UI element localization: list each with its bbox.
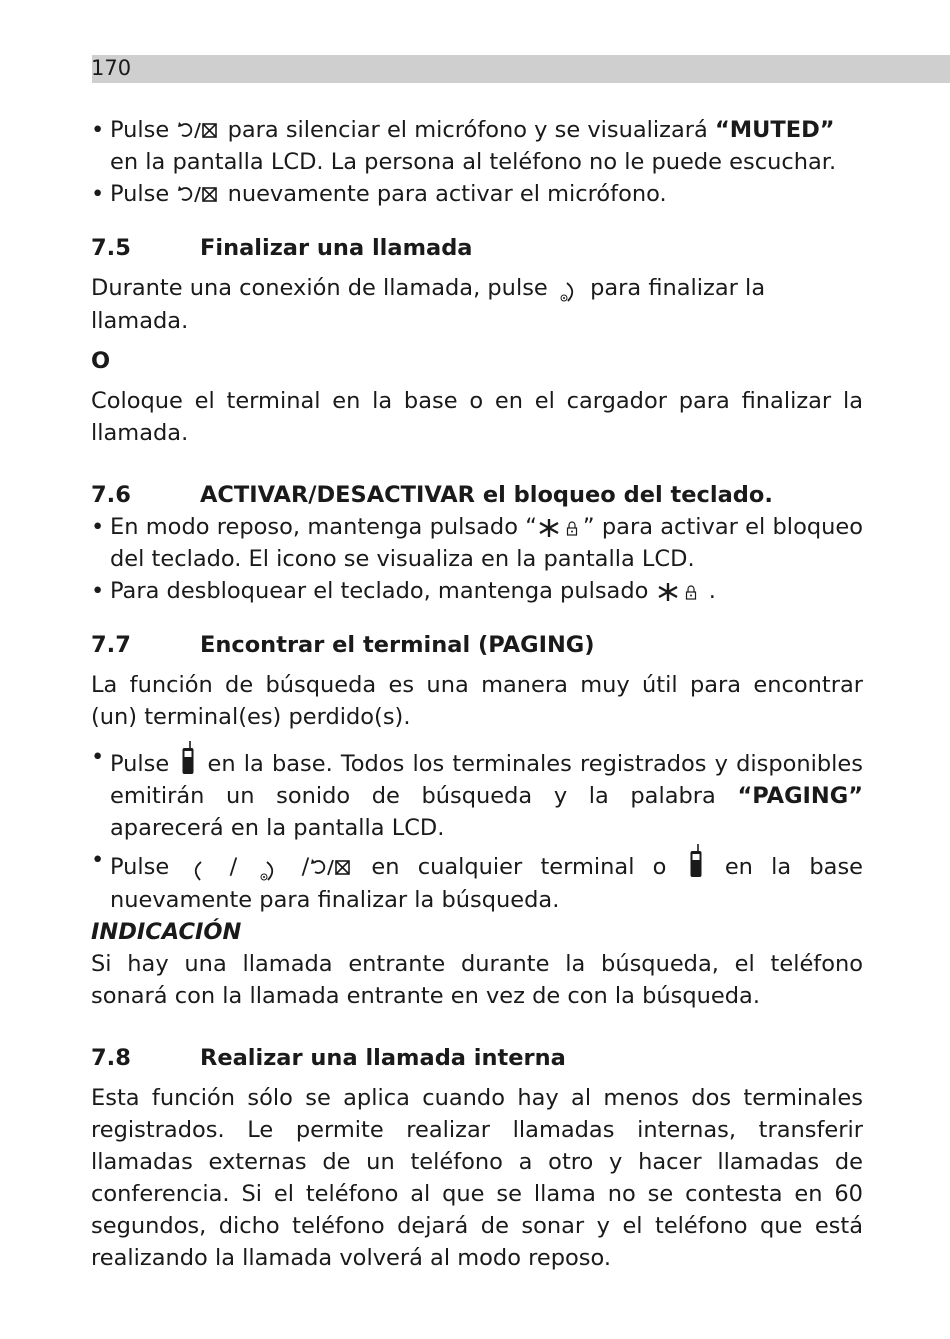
list-item: • En modo reposo, mantenga pulsado “ ” para activar el bloqueo del teclado. El icono se visualiza en la pantalla LCD. bbox=[91, 514, 863, 572]
paragraph: Coloque el terminal en la base o en el cargador para finalizar la llamada. bbox=[91, 388, 863, 446]
section-heading: 7.6 ACTIVAR/DESACTIVAR el bloqueo del teclado. bbox=[91, 482, 773, 508]
talk-key-icon bbox=[189, 856, 209, 884]
section-heading: 7.8 Realizar una llamada interna bbox=[91, 1045, 566, 1071]
list-item: • Pulse en la base. Todos los terminales registrados y disponibles emitirán un sonido de búsqueda y la palabra “PAGING” aparecerá en la pantalla LCD. bbox=[91, 741, 863, 844]
handset-paging-icon bbox=[689, 844, 703, 878]
back-mute-key-icon bbox=[309, 857, 353, 879]
star-lock-key-icon bbox=[656, 580, 702, 604]
note-text: Si hay una llamada entrante durante la búsqueda, el teléfono sonará con la llamada entrante en vez de con la búsqueda. bbox=[91, 951, 863, 1009]
list-item: • Pulse / / en cualquier terminal o en la base nuevamente para finalizar la búsqueda. bbox=[91, 844, 863, 916]
paragraph: La función de búsqueda es una manera muy útil para encontrar (un) terminal(es) perdido(s). bbox=[91, 672, 863, 730]
header-bar bbox=[92, 55, 950, 83]
paragraph: Durante una conexión de llamada, pulse para finalizar la llamada. bbox=[91, 275, 766, 334]
list-item: • Para desbloquear el teclado, mantenga pulsado . bbox=[91, 578, 716, 604]
handset-paging-icon bbox=[181, 741, 195, 775]
section-heading: 7.5 Finalizar una llamada bbox=[91, 235, 473, 261]
page-number: 170 bbox=[91, 56, 132, 80]
list-item: • Pulse nuevamente para activar el micrófono. bbox=[91, 181, 667, 207]
paragraph: Esta función sólo se aplica cuando hay al menos dos terminales registrados. Le permite realizar llamadas internas, transferir llamadas externas de un teléfono a otro y hacer llamadas de conferencia. Si el teléfono al que se llama no se contesta en 60 segundos, dicho teléfono dejará de sonar y el teléfono que está realizando la llamada volverá al modo reposo. bbox=[91, 1085, 863, 1271]
back-mute-key-icon bbox=[176, 184, 220, 206]
note-title: INDICACIÓN bbox=[91, 919, 242, 945]
star-lock-key-icon bbox=[537, 516, 583, 540]
page-content bbox=[91, 114, 863, 1274]
end-call-key-icon bbox=[259, 856, 279, 884]
back-mute-key-icon bbox=[176, 120, 220, 142]
list-item: • Pulse para silenciar el micrófono y se visualizará “MUTED” en la pantalla LCD. La persona al teléfono no le puede escuchar. bbox=[91, 117, 837, 175]
end-call-key-icon bbox=[559, 277, 579, 305]
section-heading: 7.7 Encontrar el terminal (PAGING) bbox=[91, 632, 595, 658]
or-label: O bbox=[91, 348, 111, 374]
